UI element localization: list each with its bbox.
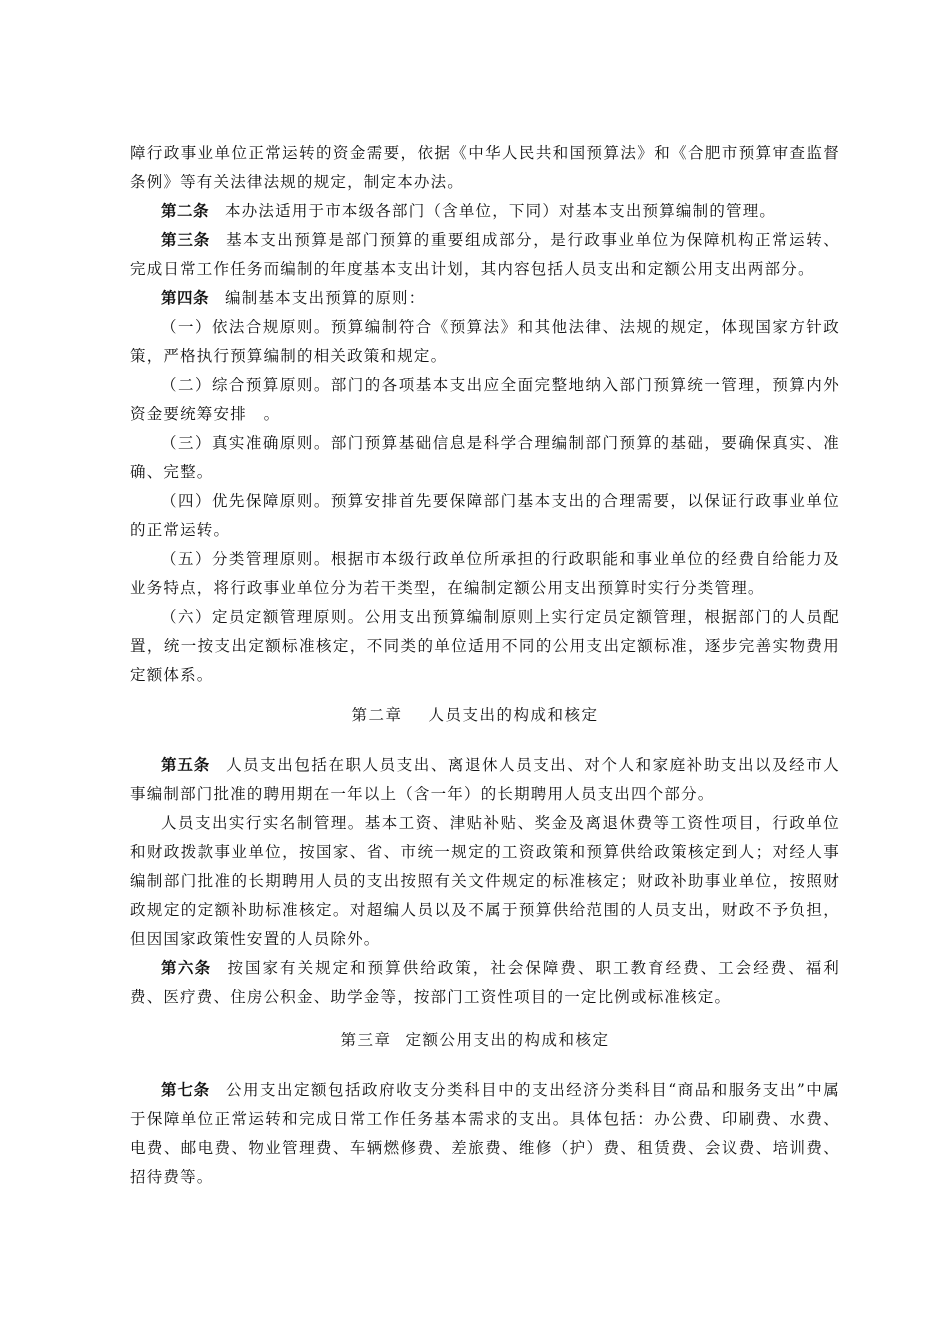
article-3-label: 第三条 [161, 231, 211, 249]
article-6-label: 第六条 [161, 959, 212, 977]
chapter-2-number: 第二章 [351, 706, 403, 724]
principle-3: （三）真实准确原则。部门预算基础信息是科学合理编制部门预算的基础，要确保真实、准确、完整。 [130, 434, 840, 481]
principle-6: （六）定员定额管理原则。公用支出预算编制原则上实行定员定额管理，根据部门的人员配置，统一按支出定额标准核定，不同类的单位适用不同的公用支出定额标准，逐步完善实物费用定额体系。 [130, 608, 840, 684]
chapter-3-number: 第三章 [340, 1031, 392, 1049]
intro-paragraph: 障行政事业单位正常运转的资金需要，依据《中华人民共和国预算法》和《合肥市预算审查监督条例》等有关法律法规的规定，制定本办法。 [130, 144, 840, 191]
article-5-paragraph-2: 人员支出实行实名制管理。基本工资、津贴补贴、奖金及离退休费等工资性项目，行政单位和财政拨款事业单位，按国家、省、市统一规定的工资政策和预算供给政策核定到人；对经人事编制部门批准的长期聘用人员的支出按照有关文件规定的标准核定；财政补助事业单位，按照财政规定的定额补助标准核定。对超编人员以及不属于预算供给范围的人员支出，财政不予负担，但因国家政策性安置的人员除外。 [130, 814, 840, 948]
article-4-label: 第四条 [161, 289, 210, 307]
article-5 [130, 751, 840, 809]
article-6-text: 按国家有关规定和预算供给政策，社会保障费、职工教育经费、工会经费、福利费、医疗费、住房公积金、助学金等，按部门工资性项目的一定比例或标准核定。 [130, 959, 840, 1006]
article-2 [130, 197, 840, 226]
article-4 [130, 284, 840, 313]
chapter-3-heading [0, 1028, 950, 1050]
article-5-text: 人员支出包括在职人员支出、离退休人员支出、对个人和家庭补助支出以及经市人事编制部门批准的聘用期在一年以上（含一年）的长期聘用人员支出四个部分。 [130, 756, 840, 803]
article-4-text: 编制基本支出预算的原则： [225, 289, 426, 307]
article-2-text: 本办法适用于市本级各部门（含单位，下同）对基本支出预算编制的管理。 [225, 202, 777, 220]
principle-2: （二）综合预算原则。部门的各项基本支出应全面完整地纳入部门预算统一管理，预算内外资金要统筹安排 。 [130, 376, 840, 423]
article-3 [130, 226, 840, 284]
principle-1: （一）依法合规原则。预算编制符合《预算法》和其他法律、法规的规定，体现国家方针政策，严格执行预算编制的相关政策和规定。 [130, 318, 840, 365]
chapter-2-heading [0, 703, 950, 725]
article-2-label: 第二条 [161, 202, 210, 220]
chapter-3-title: 定额公用支出的构成和核定 [405, 1031, 610, 1049]
article-3-text: 基本支出预算是部门预算的重要组成部分，是行政事业单位为保障机构正常运转、完成日常工作任务而编制的年度基本支出计划，其内容包括人员支出和定额公用支出两部分。 [130, 231, 840, 278]
chapter-2-title: 人员支出的构成和核定 [428, 706, 599, 724]
article-7 [130, 1076, 840, 1192]
article-7-label: 第七条 [161, 1081, 210, 1099]
article-5-label: 第五条 [161, 756, 211, 774]
article-7-text: 公用支出定额包括政府收支分类科目中的支出经济分类科目“商品和服务支出”中属于保障单位正常运转和完成日常工作任务基本需求的支出。具体包括：办公费、印刷费、水费、电费、邮电费、物业管理费、车辆燃修费、差旅费、维修（护）费、租赁费、会议费、培训费、招待费等。 [130, 1081, 840, 1186]
article-6 [130, 954, 840, 1012]
principle-4: （四）优先保障原则。预算安排首先要保障部门基本支出的合理需要，以保证行政事业单位的正常运转。 [130, 492, 840, 539]
principle-5: （五）分类管理原则。根据市本级行政单位所承担的行政职能和事业单位的经费自给能力及业务特点，将行政事业单位分为若干类型，在编制定额公用支出预算时实行分类管理。 [130, 550, 840, 597]
